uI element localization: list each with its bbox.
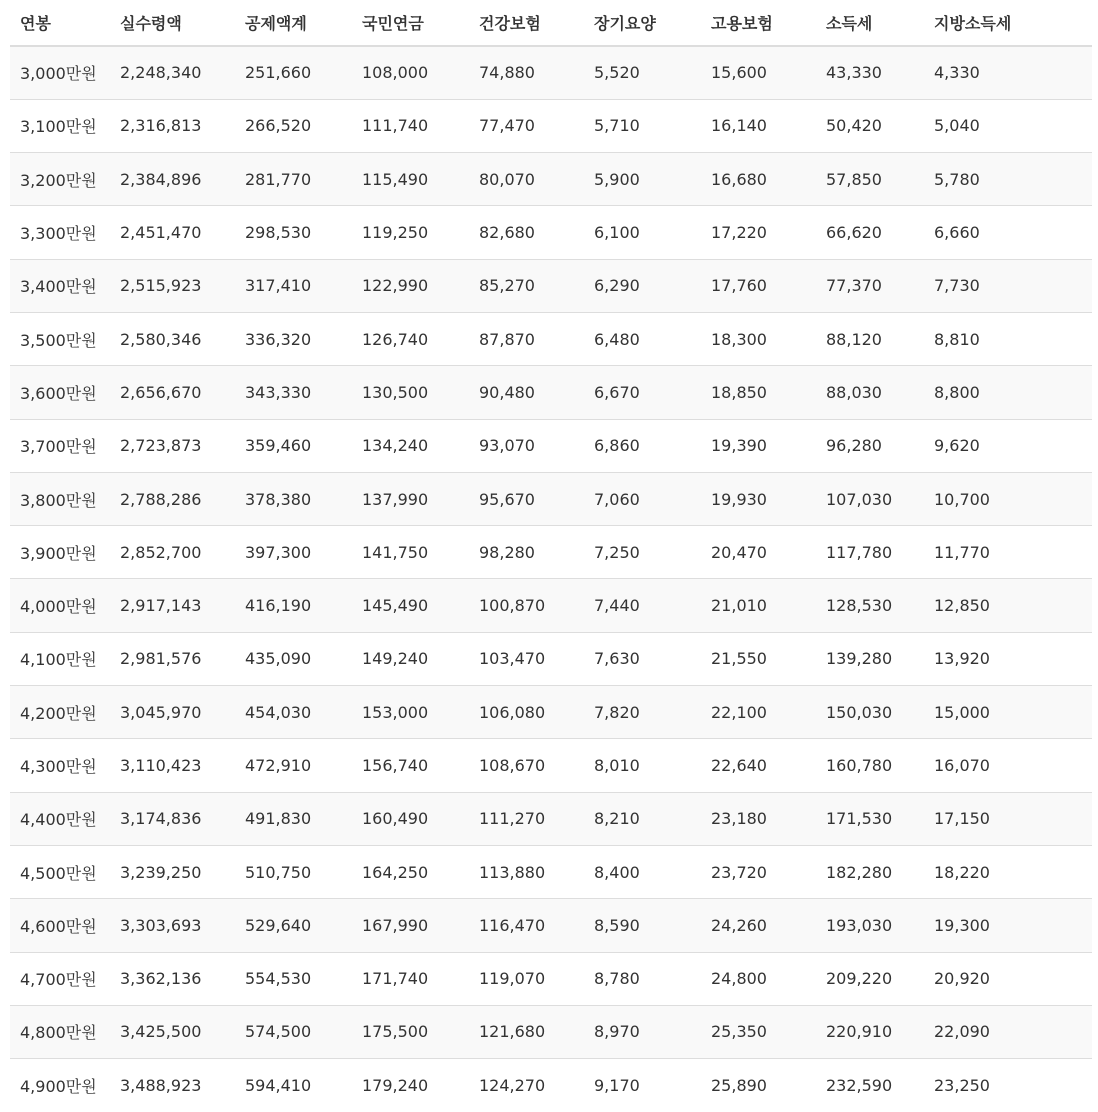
total-deductions-cell: 378,380 [235, 472, 352, 525]
annual-salary-cell: 3,700만원 [10, 419, 110, 472]
employment-insurance-cell: 21,010 [701, 579, 816, 632]
employment-insurance-cell: 15,600 [701, 46, 816, 99]
income-tax-cell: 209,220 [816, 952, 924, 1005]
income-tax-cell: 66,620 [816, 206, 924, 259]
total-deductions-cell: 491,830 [235, 792, 352, 845]
net-pay-cell: 2,384,896 [110, 153, 235, 206]
local-income-tax-cell: 8,810 [924, 312, 1092, 365]
salary-net-pay-table [10, 0, 1092, 1112]
national-pension-cell: 108,000 [352, 46, 469, 99]
health-insurance-cell: 95,670 [469, 472, 584, 525]
long-term-care-cell: 7,440 [584, 579, 701, 632]
total-deductions-cell: 281,770 [235, 153, 352, 206]
table-row [10, 99, 1092, 152]
health-insurance-cell: 90,480 [469, 366, 584, 419]
net-pay-cell: 3,045,970 [110, 686, 235, 739]
income-tax-cell: 139,280 [816, 632, 924, 685]
income-tax-cell: 107,030 [816, 472, 924, 525]
net-pay-cell: 2,788,286 [110, 472, 235, 525]
national-pension-cell: 164,250 [352, 845, 469, 898]
local-income-tax-cell: 18,220 [924, 845, 1092, 898]
national-pension-cell: 171,740 [352, 952, 469, 1005]
local-income-tax-cell: 20,920 [924, 952, 1092, 1005]
header-local-income-tax: 지방소득세 [924, 0, 1092, 46]
header-health-insurance: 건강보험 [469, 0, 584, 46]
long-term-care-cell: 8,590 [584, 899, 701, 952]
local-income-tax-cell: 11,770 [924, 526, 1092, 579]
income-tax-cell: 160,780 [816, 739, 924, 792]
national-pension-cell: 119,250 [352, 206, 469, 259]
annual-salary-cell: 4,900만원 [10, 1059, 110, 1112]
national-pension-cell: 115,490 [352, 153, 469, 206]
local-income-tax-cell: 5,780 [924, 153, 1092, 206]
employment-insurance-cell: 22,640 [701, 739, 816, 792]
table-row [10, 686, 1092, 739]
health-insurance-cell: 108,670 [469, 739, 584, 792]
employment-insurance-cell: 17,760 [701, 259, 816, 312]
employment-insurance-cell: 20,470 [701, 526, 816, 579]
long-term-care-cell: 8,010 [584, 739, 701, 792]
header-national-pension: 국민연금 [352, 0, 469, 46]
national-pension-cell: 137,990 [352, 472, 469, 525]
health-insurance-cell: 82,680 [469, 206, 584, 259]
table-row [10, 579, 1092, 632]
employment-insurance-cell: 25,350 [701, 1005, 816, 1058]
header-income-tax: 소득세 [816, 0, 924, 46]
table-row [10, 899, 1092, 952]
long-term-care-cell: 8,780 [584, 952, 701, 1005]
employment-insurance-cell: 19,930 [701, 472, 816, 525]
table-row [10, 46, 1092, 99]
header-total-deductions: 공제액계 [235, 0, 352, 46]
table-row [10, 632, 1092, 685]
health-insurance-cell: 77,470 [469, 99, 584, 152]
table-row [10, 792, 1092, 845]
net-pay-cell: 2,451,470 [110, 206, 235, 259]
health-insurance-cell: 113,880 [469, 845, 584, 898]
total-deductions-cell: 343,330 [235, 366, 352, 419]
long-term-care-cell: 7,630 [584, 632, 701, 685]
table-row [10, 419, 1092, 472]
table-row [10, 1059, 1092, 1112]
annual-salary-cell: 3,600만원 [10, 366, 110, 419]
table-body [10, 46, 1092, 1112]
income-tax-cell: 43,330 [816, 46, 924, 99]
annual-salary-cell: 4,800만원 [10, 1005, 110, 1058]
net-pay-cell: 2,723,873 [110, 419, 235, 472]
annual-salary-cell: 4,300만원 [10, 739, 110, 792]
annual-salary-cell: 4,500만원 [10, 845, 110, 898]
local-income-tax-cell: 7,730 [924, 259, 1092, 312]
local-income-tax-cell: 4,330 [924, 46, 1092, 99]
national-pension-cell: 167,990 [352, 899, 469, 952]
net-pay-cell: 3,303,693 [110, 899, 235, 952]
net-pay-cell: 3,425,500 [110, 1005, 235, 1058]
long-term-care-cell: 5,710 [584, 99, 701, 152]
national-pension-cell: 153,000 [352, 686, 469, 739]
local-income-tax-cell: 15,000 [924, 686, 1092, 739]
annual-salary-cell: 3,400만원 [10, 259, 110, 312]
annual-salary-cell: 4,400만원 [10, 792, 110, 845]
long-term-care-cell: 7,820 [584, 686, 701, 739]
net-pay-cell: 2,316,813 [110, 99, 235, 152]
local-income-tax-cell: 6,660 [924, 206, 1092, 259]
total-deductions-cell: 454,030 [235, 686, 352, 739]
income-tax-cell: 171,530 [816, 792, 924, 845]
total-deductions-cell: 317,410 [235, 259, 352, 312]
total-deductions-cell: 266,520 [235, 99, 352, 152]
employment-insurance-cell: 24,800 [701, 952, 816, 1005]
income-tax-cell: 117,780 [816, 526, 924, 579]
long-term-care-cell: 6,290 [584, 259, 701, 312]
annual-salary-cell: 4,700만원 [10, 952, 110, 1005]
total-deductions-cell: 359,460 [235, 419, 352, 472]
total-deductions-cell: 435,090 [235, 632, 352, 685]
total-deductions-cell: 251,660 [235, 46, 352, 99]
health-insurance-cell: 106,080 [469, 686, 584, 739]
employment-insurance-cell: 23,180 [701, 792, 816, 845]
income-tax-cell: 88,030 [816, 366, 924, 419]
national-pension-cell: 175,500 [352, 1005, 469, 1058]
health-insurance-cell: 74,880 [469, 46, 584, 99]
net-pay-cell: 3,362,136 [110, 952, 235, 1005]
net-pay-cell: 3,239,250 [110, 845, 235, 898]
health-insurance-cell: 116,470 [469, 899, 584, 952]
table-row [10, 366, 1092, 419]
local-income-tax-cell: 22,090 [924, 1005, 1092, 1058]
total-deductions-cell: 554,530 [235, 952, 352, 1005]
long-term-care-cell: 8,210 [584, 792, 701, 845]
income-tax-cell: 77,370 [816, 259, 924, 312]
local-income-tax-cell: 19,300 [924, 899, 1092, 952]
employment-insurance-cell: 22,100 [701, 686, 816, 739]
health-insurance-cell: 93,070 [469, 419, 584, 472]
annual-salary-cell: 3,100만원 [10, 99, 110, 152]
local-income-tax-cell: 23,250 [924, 1059, 1092, 1112]
header-net-pay: 실수령액 [110, 0, 235, 46]
total-deductions-cell: 594,410 [235, 1059, 352, 1112]
income-tax-cell: 220,910 [816, 1005, 924, 1058]
local-income-tax-cell: 8,800 [924, 366, 1092, 419]
local-income-tax-cell: 16,070 [924, 739, 1092, 792]
long-term-care-cell: 6,480 [584, 312, 701, 365]
long-term-care-cell: 5,520 [584, 46, 701, 99]
total-deductions-cell: 574,500 [235, 1005, 352, 1058]
employment-insurance-cell: 17,220 [701, 206, 816, 259]
employment-insurance-cell: 24,260 [701, 899, 816, 952]
net-pay-cell: 3,174,836 [110, 792, 235, 845]
income-tax-cell: 96,280 [816, 419, 924, 472]
income-tax-cell: 150,030 [816, 686, 924, 739]
table-row [10, 526, 1092, 579]
table-row [10, 952, 1092, 1005]
net-pay-cell: 2,515,923 [110, 259, 235, 312]
long-term-care-cell: 6,100 [584, 206, 701, 259]
local-income-tax-cell: 13,920 [924, 632, 1092, 685]
income-tax-cell: 57,850 [816, 153, 924, 206]
national-pension-cell: 111,740 [352, 99, 469, 152]
national-pension-cell: 130,500 [352, 366, 469, 419]
local-income-tax-cell: 12,850 [924, 579, 1092, 632]
annual-salary-cell: 3,000만원 [10, 46, 110, 99]
health-insurance-cell: 98,280 [469, 526, 584, 579]
net-pay-cell: 3,110,423 [110, 739, 235, 792]
national-pension-cell: 145,490 [352, 579, 469, 632]
health-insurance-cell: 80,070 [469, 153, 584, 206]
income-tax-cell: 232,590 [816, 1059, 924, 1112]
table-row [10, 472, 1092, 525]
employment-insurance-cell: 23,720 [701, 845, 816, 898]
income-tax-cell: 88,120 [816, 312, 924, 365]
national-pension-cell: 160,490 [352, 792, 469, 845]
long-term-care-cell: 9,170 [584, 1059, 701, 1112]
net-pay-cell: 2,248,340 [110, 46, 235, 99]
header-long-term-care: 장기요양 [584, 0, 701, 46]
health-insurance-cell: 87,870 [469, 312, 584, 365]
long-term-care-cell: 6,860 [584, 419, 701, 472]
annual-salary-cell: 3,300만원 [10, 206, 110, 259]
net-pay-cell: 3,488,923 [110, 1059, 235, 1112]
health-insurance-cell: 100,870 [469, 579, 584, 632]
employment-insurance-cell: 21,550 [701, 632, 816, 685]
national-pension-cell: 156,740 [352, 739, 469, 792]
long-term-care-cell: 8,970 [584, 1005, 701, 1058]
annual-salary-cell: 4,600만원 [10, 899, 110, 952]
national-pension-cell: 122,990 [352, 259, 469, 312]
net-pay-cell: 2,656,670 [110, 366, 235, 419]
long-term-care-cell: 8,400 [584, 845, 701, 898]
total-deductions-cell: 529,640 [235, 899, 352, 952]
health-insurance-cell: 121,680 [469, 1005, 584, 1058]
total-deductions-cell: 472,910 [235, 739, 352, 792]
health-insurance-cell: 85,270 [469, 259, 584, 312]
net-pay-cell: 2,580,346 [110, 312, 235, 365]
employment-insurance-cell: 16,680 [701, 153, 816, 206]
national-pension-cell: 149,240 [352, 632, 469, 685]
income-tax-cell: 182,280 [816, 845, 924, 898]
annual-salary-cell: 3,900만원 [10, 526, 110, 579]
annual-salary-cell: 3,800만원 [10, 472, 110, 525]
header-annual-salary: 연봉 [10, 0, 110, 46]
employment-insurance-cell: 25,890 [701, 1059, 816, 1112]
total-deductions-cell: 336,320 [235, 312, 352, 365]
table-row [10, 1005, 1092, 1058]
national-pension-cell: 134,240 [352, 419, 469, 472]
long-term-care-cell: 5,900 [584, 153, 701, 206]
employment-insurance-cell: 18,300 [701, 312, 816, 365]
net-pay-cell: 2,852,700 [110, 526, 235, 579]
long-term-care-cell: 7,250 [584, 526, 701, 579]
net-pay-cell: 2,917,143 [110, 579, 235, 632]
annual-salary-cell: 4,100만원 [10, 632, 110, 685]
total-deductions-cell: 510,750 [235, 845, 352, 898]
income-tax-cell: 50,420 [816, 99, 924, 152]
employment-insurance-cell: 18,850 [701, 366, 816, 419]
national-pension-cell: 141,750 [352, 526, 469, 579]
national-pension-cell: 179,240 [352, 1059, 469, 1112]
employment-insurance-cell: 19,390 [701, 419, 816, 472]
table-header [10, 0, 1092, 46]
local-income-tax-cell: 10,700 [924, 472, 1092, 525]
total-deductions-cell: 416,190 [235, 579, 352, 632]
health-insurance-cell: 111,270 [469, 792, 584, 845]
header-employment-insurance: 고용보험 [701, 0, 816, 46]
annual-salary-cell: 4,000만원 [10, 579, 110, 632]
employment-insurance-cell: 16,140 [701, 99, 816, 152]
health-insurance-cell: 124,270 [469, 1059, 584, 1112]
local-income-tax-cell: 9,620 [924, 419, 1092, 472]
table-row [10, 845, 1092, 898]
table-row [10, 739, 1092, 792]
header-row [10, 0, 1092, 46]
health-insurance-cell: 119,070 [469, 952, 584, 1005]
annual-salary-cell: 3,200만원 [10, 153, 110, 206]
health-insurance-cell: 103,470 [469, 632, 584, 685]
local-income-tax-cell: 17,150 [924, 792, 1092, 845]
total-deductions-cell: 397,300 [235, 526, 352, 579]
table-row [10, 206, 1092, 259]
local-income-tax-cell: 5,040 [924, 99, 1092, 152]
table-row [10, 312, 1092, 365]
annual-salary-cell: 4,200만원 [10, 686, 110, 739]
total-deductions-cell: 298,530 [235, 206, 352, 259]
income-tax-cell: 128,530 [816, 579, 924, 632]
annual-salary-cell: 3,500만원 [10, 312, 110, 365]
national-pension-cell: 126,740 [352, 312, 469, 365]
net-pay-cell: 2,981,576 [110, 632, 235, 685]
table-row [10, 259, 1092, 312]
table-row [10, 153, 1092, 206]
long-term-care-cell: 7,060 [584, 472, 701, 525]
long-term-care-cell: 6,670 [584, 366, 701, 419]
income-tax-cell: 193,030 [816, 899, 924, 952]
